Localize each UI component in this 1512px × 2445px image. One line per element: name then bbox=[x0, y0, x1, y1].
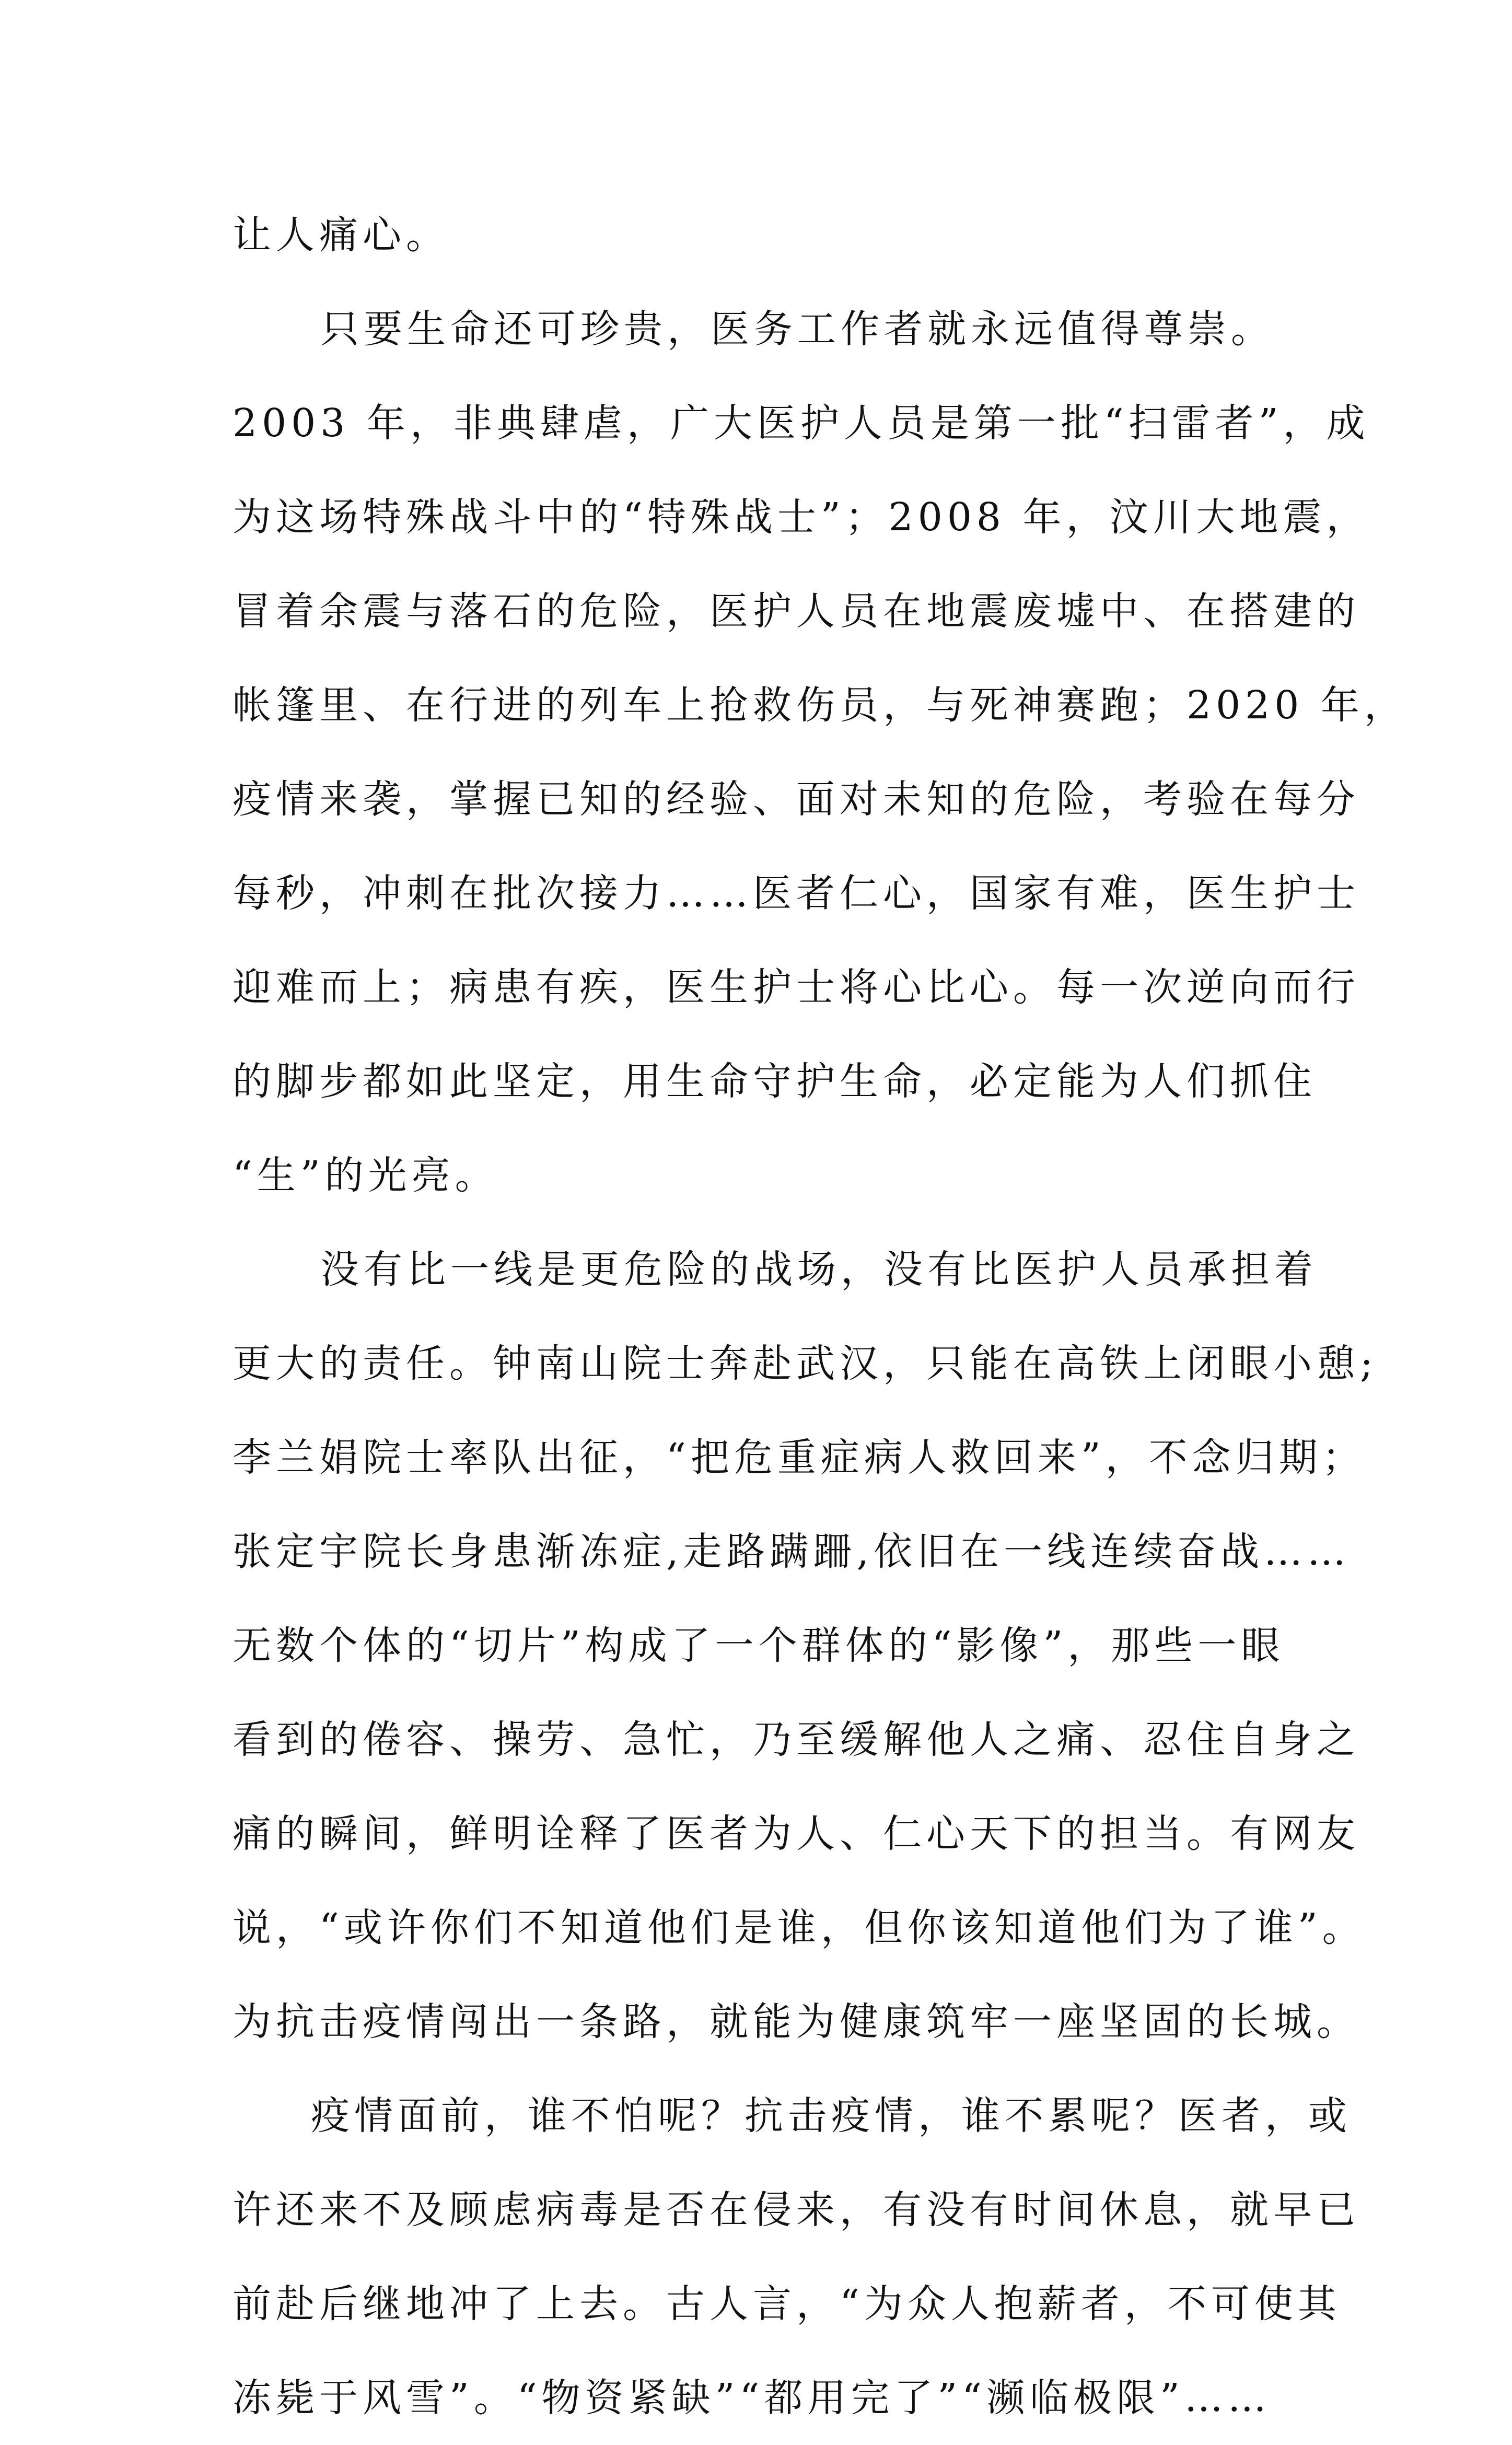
paragraph-line: 冻毙于风雪”。“物资紧缺”“都用完了”“濒临极限”…… bbox=[232, 2376, 1271, 2420]
paragraph-line: 冒着余震与落石的危险，医护人员在地震废墟中、在搭建的 bbox=[232, 589, 1360, 634]
paragraph-line: 无数个体的“切片”构成了一个群体的“影像”，那些一眼 bbox=[232, 1623, 1285, 1668]
paragraph-line: 让人痛心。 bbox=[232, 213, 449, 258]
paragraph-line: 帐篷里、在行进的列车上抢救伤员，与死神赛跑；2020 年， bbox=[232, 683, 1408, 728]
paragraph-line: 前赴后继地冲了上去。古人言，“为众人抱薪者，不可使其 bbox=[232, 2281, 1341, 2326]
paragraph-line: 2003 年，非典肆虐，广大医护人员是第一批“扫雷者”，成 bbox=[232, 401, 1370, 446]
paragraph-line: 疫情来袭，掌握已知的经验、面对未知的危险，考验在每分 bbox=[232, 777, 1360, 822]
paragraph-line: 许还来不及顾虑病毒是否在侵来，有没有时间休息，就早已 bbox=[232, 2187, 1360, 2232]
paragraph-line: 为抗击疫情闯出一条路，就能为健康筑牢一座坚固的长城。 bbox=[232, 1999, 1360, 2044]
paragraph-line: 疫情面前，谁不怕呢？抗击疫情，谁不累呢？医者，或 bbox=[311, 2093, 1352, 2138]
paragraph-line: 看到的倦容、操劳、急忙，乃至缓解他人之痛、忍住自身之 bbox=[232, 1717, 1360, 1762]
paragraph-line: 更大的责任。钟南山院士奔赴武汉，只能在高铁上闭眼小憩; bbox=[232, 1341, 1378, 1386]
paragraph-line: “生”的光亮。 bbox=[232, 1153, 498, 1198]
paragraph-line: 每秒，冲刺在批次接力……医者仁心，国家有难，医生护士 bbox=[232, 871, 1360, 916]
body-text bbox=[232, 188, 1408, 2445]
paragraph-line: 只要生命还可珍贵，医务工作者就永远值得尊崇。 bbox=[320, 307, 1274, 352]
paragraph-line: 的脚步都如此坚定，用生命守护生命，必定能为人们抓住 bbox=[232, 1059, 1317, 1104]
paragraph-line: 痛的瞬间，鲜明诠释了医者为人、仁心天下的担当。有网友 bbox=[232, 1811, 1360, 1856]
paragraph-line: 张定宇院长身患渐冻症,走路蹒跚,依旧在一线连续奋战…… bbox=[232, 1529, 1351, 1574]
paragraph-line: 李兰娟院士率队出征，“把危重症病人救回来”，不念归期； bbox=[232, 1435, 1366, 1480]
paragraph-line: 没有比一线是更危险的战场，没有比医护人员承担着 bbox=[320, 1247, 1318, 1292]
paragraph-line: 迎难而上；病患有疾，医生护士将心比心。每一次逆向而行 bbox=[232, 965, 1360, 1010]
paragraph-line: 为这场特殊战斗中的“特殊战士”；2008 年，汶川大地震， bbox=[232, 495, 1370, 540]
paragraph-line: 说，“或许你们不知道他们是谁，但你该知道他们为了谁”。 bbox=[232, 1905, 1366, 1950]
